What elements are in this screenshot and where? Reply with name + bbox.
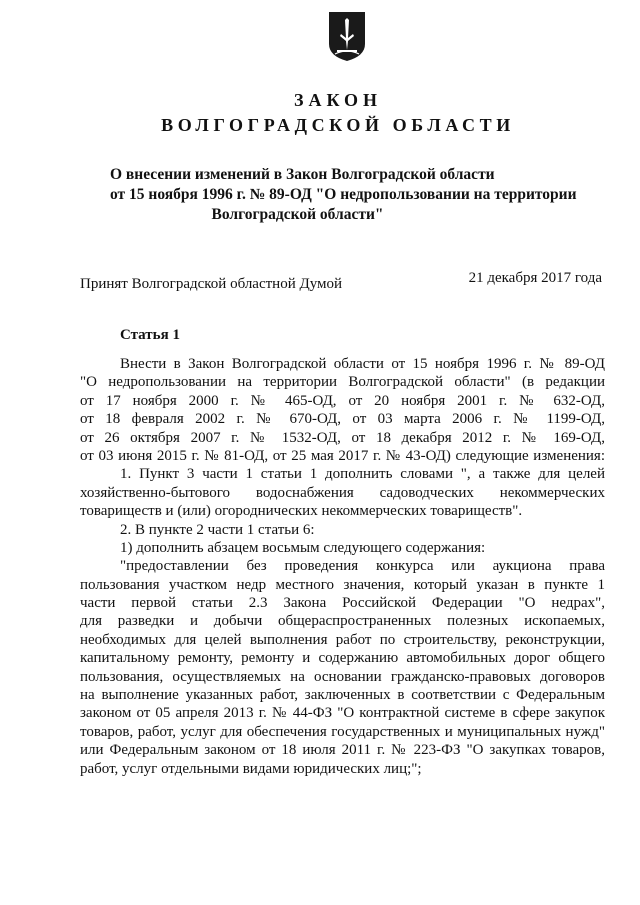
law-subtitle [110, 165, 577, 225]
text-line: или Федеральным законом от 18 июля 2011 г. № 223-ФЗ "О закупках товаров, [80, 742, 605, 759]
text-line: от 03 июня 2015 г. № 81-ОД, от 25 мая 2017 г. № 43-ОД) следующие изменения: [80, 447, 605, 464]
region-title: ВОЛГОГРАДСКОЙ ОБЛАСТИ [161, 115, 515, 135]
text-line: товариществ и (или) огороднических некоммерческих товариществ". [80, 503, 523, 520]
text-line: капитальному ремонту, ремонту и содержанию автомобильных дорог общего [80, 650, 605, 667]
article-body [80, 355, 605, 778]
coat-of-arms-icon [327, 10, 367, 62]
text-line: "предоставлении без проведения конкурса или аукциона права [120, 558, 605, 575]
text-line: пользования участком недр местного значения, который указан в пункте 1 [80, 576, 605, 593]
text-line: работ, услуг отдельными видами юридических лиц;"; [80, 760, 422, 777]
text-line: от 17 ноября 2000 г. № 465-ОД, от 20 ноября 2001 г. № 632-ОД, [80, 392, 605, 409]
text-line: от 26 октября 2007 г. № 1532-ОД, от 18 декабря 2012 г. № 169-ОД, [80, 429, 605, 446]
subtitle-line: О внесении изменений в Закон Волгоградской области [110, 166, 495, 183]
text-line: 1. Пункт 3 части 1 статьи 1 дополнить словами ", а также для целей [120, 466, 605, 483]
article-heading: Статья 1 [120, 327, 180, 343]
subtitle-line: Волгоградской области" [211, 206, 384, 223]
text-line: 1) дополнить абзацем восьмым следующего содержания: [120, 539, 486, 556]
text-line: пользования, осуществляемых на основании гражданско-правовых договоров [80, 668, 605, 685]
subtitle-line: от 15 ноября 1996 г. № 89-ОД "О недропользовании на территории [110, 186, 577, 203]
text-line: части первой статьи 2.3 Закона Российской Федерации "О недрах", [80, 595, 605, 612]
text-line: необходимых для целей выполнения работ по строительству, реконструкции, [80, 631, 605, 648]
text-line: товаров, работ, услуг для обеспечения государственных и муниципальных нужд" [80, 723, 605, 740]
text-line: на выполнение указанных работ, заключенных в соответствии с Федеральным [80, 687, 605, 704]
text-line: "О недропользовании на территории Волгоградской области" (в редакции [80, 374, 605, 391]
text-line: Внести в Закон Волгоградской области от 15 ноября 1996 г. № 89-ОД [120, 356, 605, 372]
text-line: 2. В пункте 2 части 1 статьи 6: [120, 521, 315, 538]
text-line: хозяйственно-бытового водоснабжения садоводческих некоммерческих [80, 484, 605, 501]
law-title: ЗАКОН [293, 90, 383, 110]
adopted-by: Принят Волгоградской областной Думой [80, 276, 343, 292]
text-line: от 18 февраля 2002 г. № 670-ОД, от 03 марта 2006 г. № 1199-ОД, [80, 411, 605, 428]
text-line: для разведки и добычи общераспространенных полезных ископаемых, [80, 613, 605, 630]
text-line: законом от 05 апреля 2013 г. № 44-ФЗ "О контрактной системе в сфере закупок [80, 705, 605, 722]
adoption-date: 21 декабря 2017 года [468, 270, 602, 286]
